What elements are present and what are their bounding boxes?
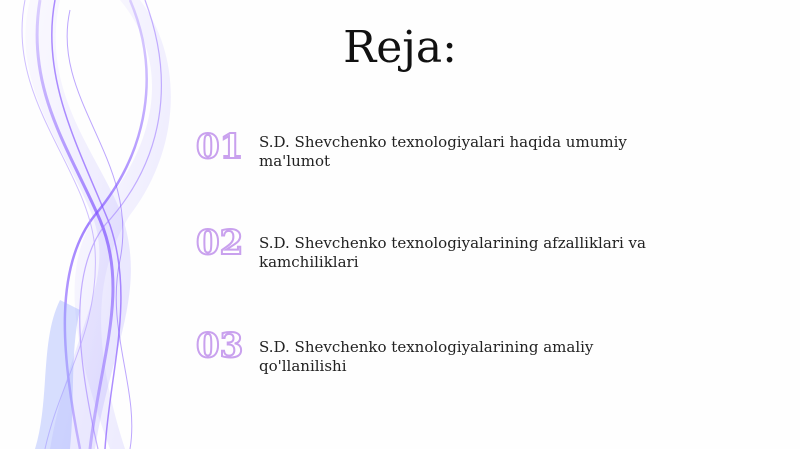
item-number: 01	[196, 127, 244, 167]
item-number: 03	[196, 326, 244, 366]
item-text: S.D. Shevchenko texnologiyalarining afzalliklari va kamchiliklari	[259, 234, 646, 271]
item-text: S.D. Shevchenko texnologiyalarining amaliy qo'llanilishi	[259, 338, 594, 375]
slide-title: Reja:	[343, 22, 457, 73]
item-text: S.D. Shevchenko texnologiyalari haqida umumiy ma'lumot	[259, 133, 627, 170]
item-number: 02	[196, 223, 244, 263]
